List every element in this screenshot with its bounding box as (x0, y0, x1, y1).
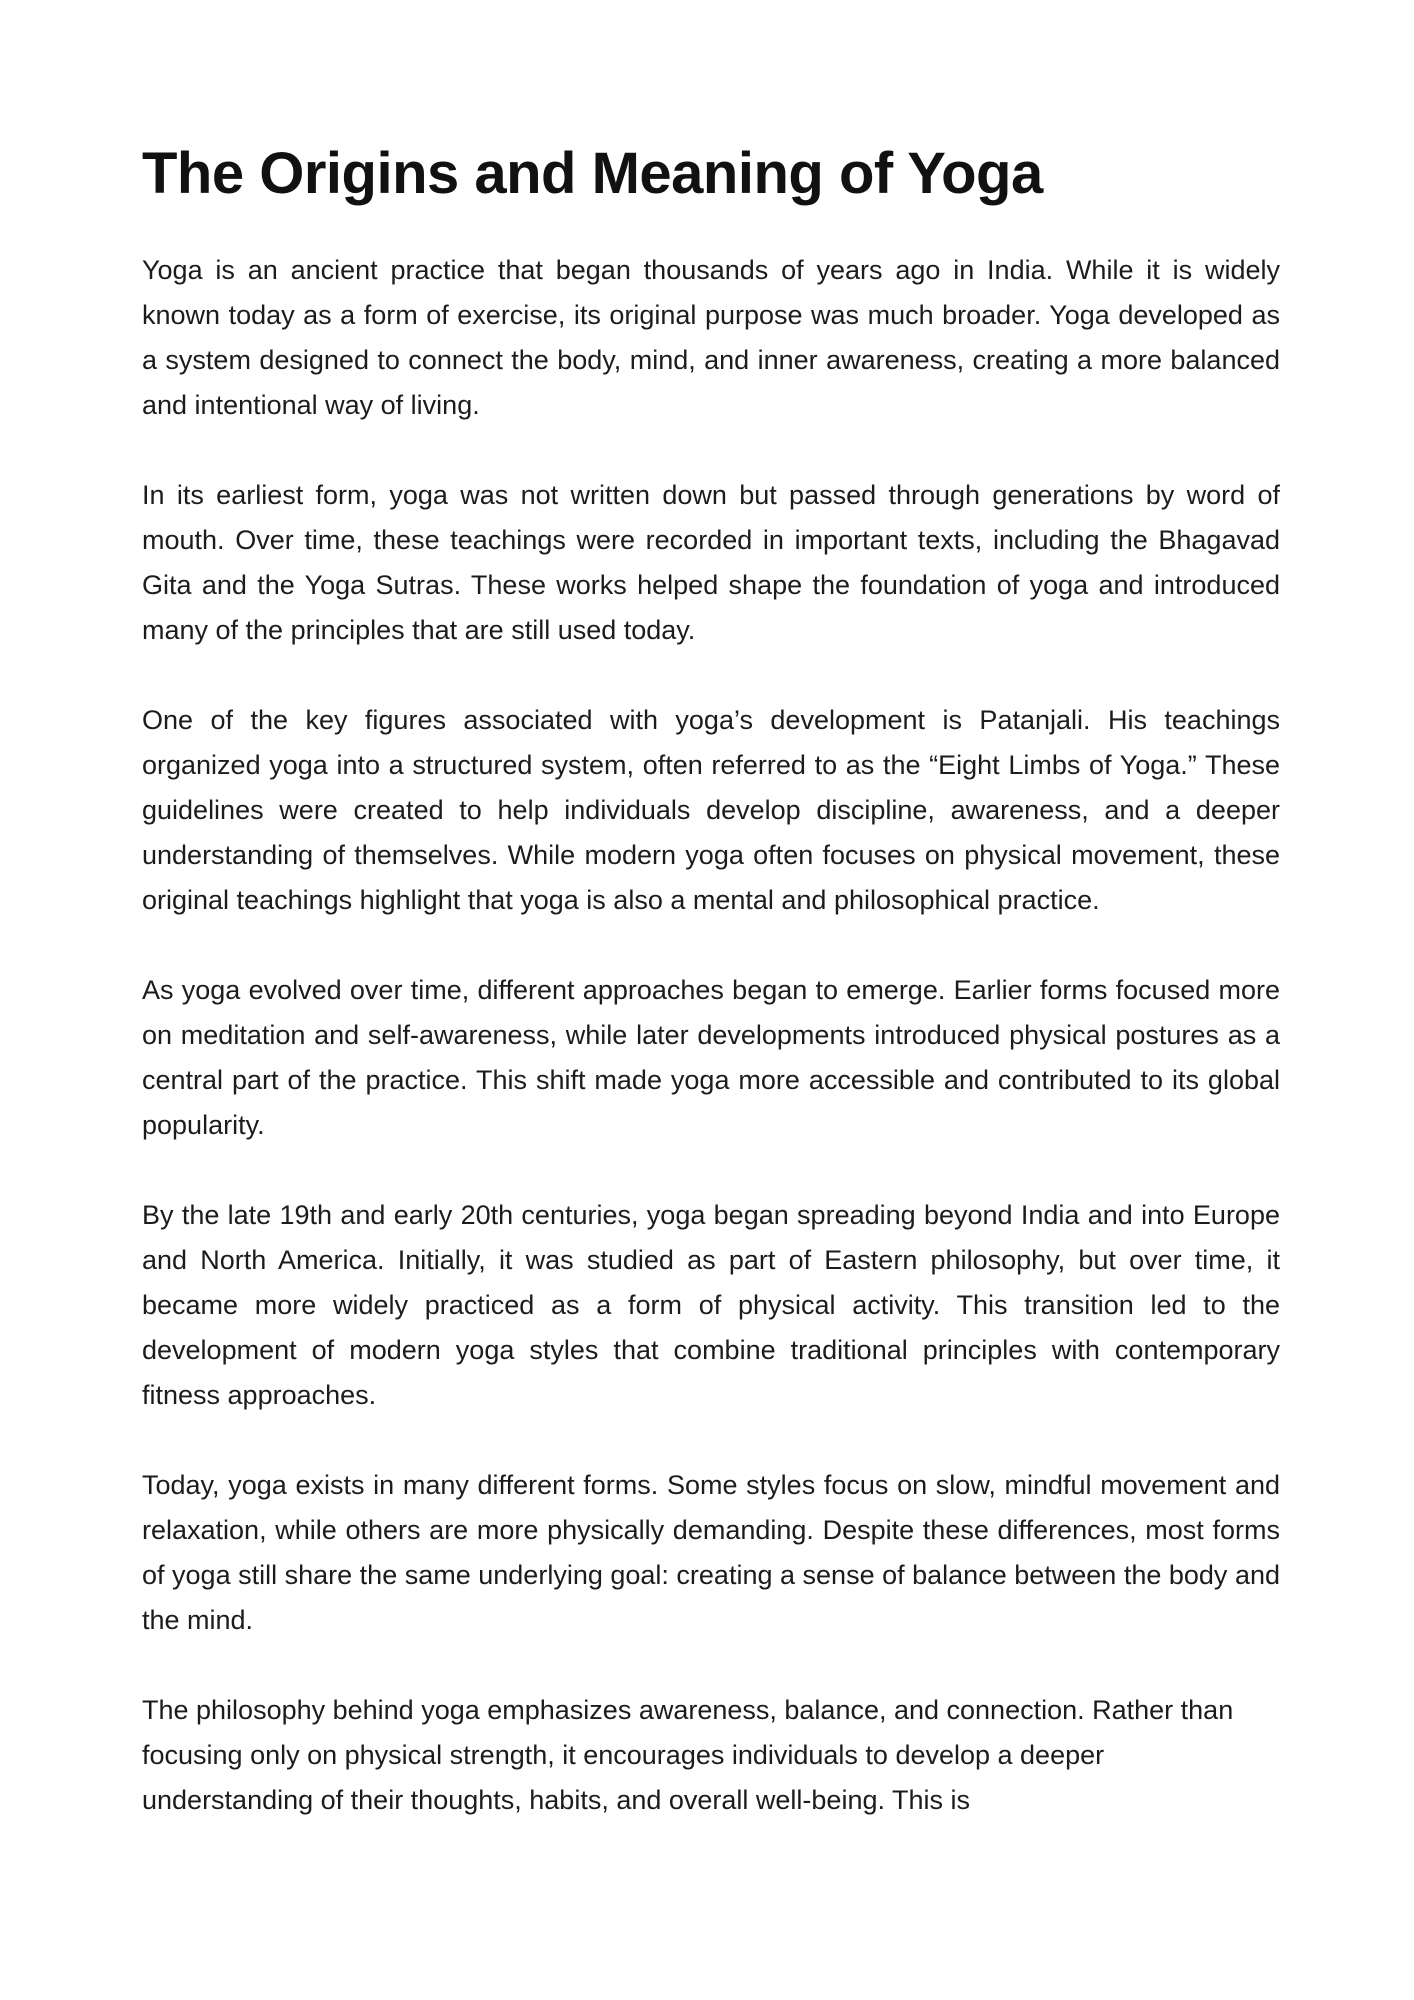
paragraph-5: By the late 19th and early 20th centuries, yoga began spreading beyond India and into Europe and North America. Initially, it was studied as part of Eastern philosophy, but over time, it became more widely practiced as a form of physical activity. This transition led to the development of modern yoga styles that combine traditional principles with contemporary fitness approaches. (142, 1200, 1280, 1410)
page-title: The Origins and Meaning of Yoga (142, 141, 1043, 206)
paragraph-2: In its earliest form, yoga was not written down but passed through generations by word of mouth. Over time, these teachings were recorded in important texts, including the Bhagavad Gita and the Yoga Sutras. These works helped shape the foundation of yoga and introduced many of the principles that are still used today. (142, 480, 1280, 645)
paragraph-3: One of the key figures associated with yoga’s development is Patanjali. His teachings organized yoga into a structured system, often referred to as the “Eight Limbs of Yoga.” These guidelines were created to help individuals develop discipline, awareness, and a deeper understanding of themselves. While modern yoga often focuses on physical movement, these original teachings highlight that yoga is also a mental and philosophical practice. (142, 705, 1280, 915)
paragraph-7: The philosophy behind yoga emphasizes awareness, balance, and connection. Rather than focusing only on physical strength, it encourages individuals to develop a deeper understanding of their thoughts, habits, and overall well-being. This is (142, 1695, 1234, 1815)
paragraph-1: Yoga is an ancient practice that began thousands of years ago in India. While it is widely known today as a form of exercise, its original purpose was much broader. Yoga developed as a system designed to connect the body, mind, and inner awareness, creating a more balanced and intentional way of living. (142, 255, 1280, 420)
article-body (142, 248, 1280, 1868)
paragraph-6: Today, yoga exists in many different forms. Some styles focus on slow, mindful movement and relaxation, while others are more physically demanding. Despite these differences, most forms of yoga still share the same underlying goal: creating a sense of balance between the body and the mind. (142, 1470, 1280, 1635)
paragraph-4: As yoga evolved over time, different approaches began to emerge. Earlier forms focused more on meditation and self-awareness, while later developments introduced physical postures as a central part of the practice. This shift made yoga more accessible and contributed to its global popularity. (142, 975, 1280, 1140)
document-page (142, 0, 1280, 2000)
